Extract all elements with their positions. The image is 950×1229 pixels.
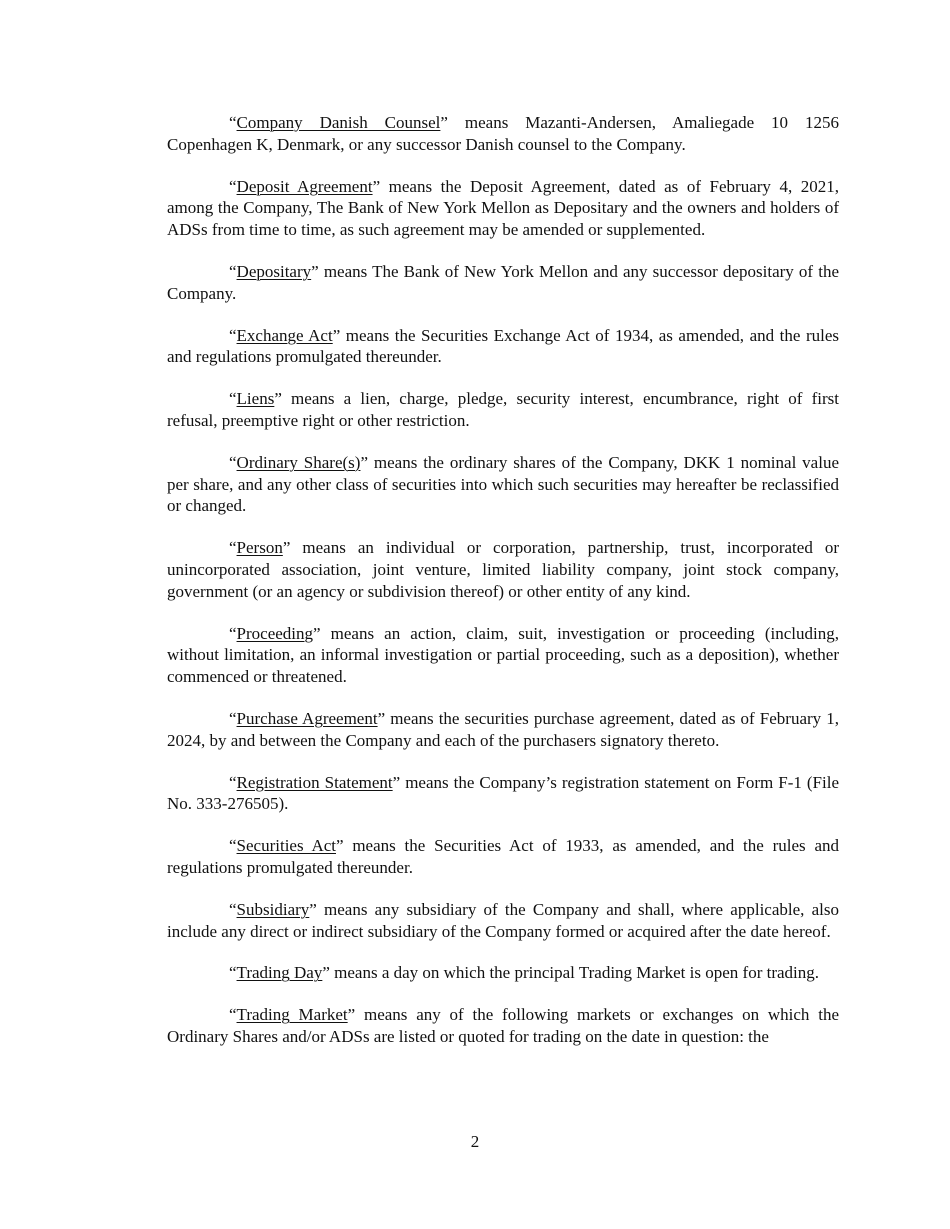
open-quote: “ <box>229 772 237 792</box>
page-number: 2 <box>470 1132 480 1151</box>
definition-text: ” means the Securities Exchange Act of 1934, as amended, and the rules and regulations promulgated thereunder. <box>167 325 839 367</box>
open-quote: “ <box>229 708 237 728</box>
definition-text: ” means any subsidiary of the Company and shall, where applicable, also include any direct or indirect subsidiary of the Company formed or acquired after the date hereof. <box>167 899 839 941</box>
defined-term: Proceeding <box>236 623 314 643</box>
defined-term: Trading Day <box>236 963 323 983</box>
definition-text: ” means a day on which the principal Trading Market is open for trading. <box>322 963 820 983</box>
open-quote: “ <box>229 963 237 983</box>
definition-text: ” means the Company’s registration statement on Form F-1 (File No. 333-276505). <box>167 772 839 814</box>
open-quote: “ <box>229 899 237 919</box>
defined-term: Liens <box>236 389 275 409</box>
open-quote: “ <box>229 389 237 409</box>
definition-paragraph <box>167 325 839 369</box>
definition-text: ” means the securities purchase agreement, dated as of February 1, 2024, by and between the Company and each of the purchasers signatory thereto. <box>167 708 839 750</box>
definition-paragraph <box>167 1004 839 1048</box>
defined-term: Securities Act <box>236 836 336 856</box>
open-quote: “ <box>229 113 237 132</box>
defined-term: Deposit Agreement <box>236 176 373 196</box>
definition-paragraph <box>167 452 839 517</box>
definition-paragraph <box>167 112 839 156</box>
definition-paragraph <box>167 623 839 688</box>
definition-paragraph <box>167 708 839 752</box>
open-quote: “ <box>229 538 237 558</box>
defined-term: Purchase Agreement <box>236 708 378 728</box>
definition-text: ” means a lien, charge, pledge, security interest, encumbrance, right of first refusal, preemptive right or other restriction. <box>167 389 839 430</box>
definition-paragraph <box>167 772 839 816</box>
definition-text: ” means any of the following markets or exchanges on which the Ordinary Shares and/or ADSs are listed or quoted for trading on the date in question: the <box>167 1005 839 1046</box>
open-quote: “ <box>229 1005 237 1025</box>
defined-term: Ordinary Share(s) <box>236 452 361 472</box>
open-quote: “ <box>229 176 237 196</box>
defined-term: Exchange Act <box>236 325 333 345</box>
definition-paragraph <box>167 176 839 241</box>
defined-term: Subsidiary <box>236 899 310 919</box>
definition-paragraph <box>167 835 839 879</box>
defined-term: Company Danish Counsel <box>236 113 441 132</box>
defined-term: Person <box>236 538 283 558</box>
open-quote: “ <box>229 325 237 345</box>
definition-text: ” means an individual or corporation, partnership, trust, incorporated or unincorporated association, joint venture, limited liability company, joint stock company, government (or an agency or subdivision thereof) or other entity of any kind. <box>167 538 839 601</box>
definition-text: ” means the ordinary shares of the Company, DKK 1 nominal value per share, and any other class of securities into which such securities may hereafter be reclassified or changed. <box>167 452 839 516</box>
definition-text: ” means Mazanti-Andersen, Amaliegade 10 1256 Copenhagen K, Denmark, or any successor Danish counsel to the Company. <box>167 113 839 154</box>
definition-paragraph <box>167 261 839 305</box>
defined-term: Trading Market <box>236 1005 348 1025</box>
definition-paragraph <box>167 388 839 432</box>
open-quote: “ <box>229 452 237 472</box>
open-quote: “ <box>229 836 237 856</box>
open-quote: “ <box>229 623 237 643</box>
definition-text: ” means The Bank of New York Mellon and any successor depositary of the Company. <box>167 261 839 303</box>
definition-text: ” means the Securities Act of 1933, as amended, and the rules and regulations promulgated thereunder. <box>167 836 839 877</box>
open-quote: “ <box>229 261 237 281</box>
definition-paragraph <box>167 962 839 984</box>
definition-paragraph <box>167 537 839 602</box>
definition-text: ” means the Deposit Agreement, dated as of February 4, 2021, among the Company, The Bank of New York Mellon as Depositary and the owners and holders of ADSs from time to time, as such agreement may be amended or supplemented. <box>167 176 839 240</box>
definition-paragraph <box>167 899 839 943</box>
definition-text: ” means an action, claim, suit, investigation or proceeding (including, without limitation, an informal investigation or partial proceeding, such as a deposition), whether commenced or threatened. <box>167 623 839 687</box>
defined-term: Registration Statement <box>236 772 393 792</box>
defined-term: Depositary <box>236 261 312 281</box>
definitions-section <box>167 112 839 1068</box>
